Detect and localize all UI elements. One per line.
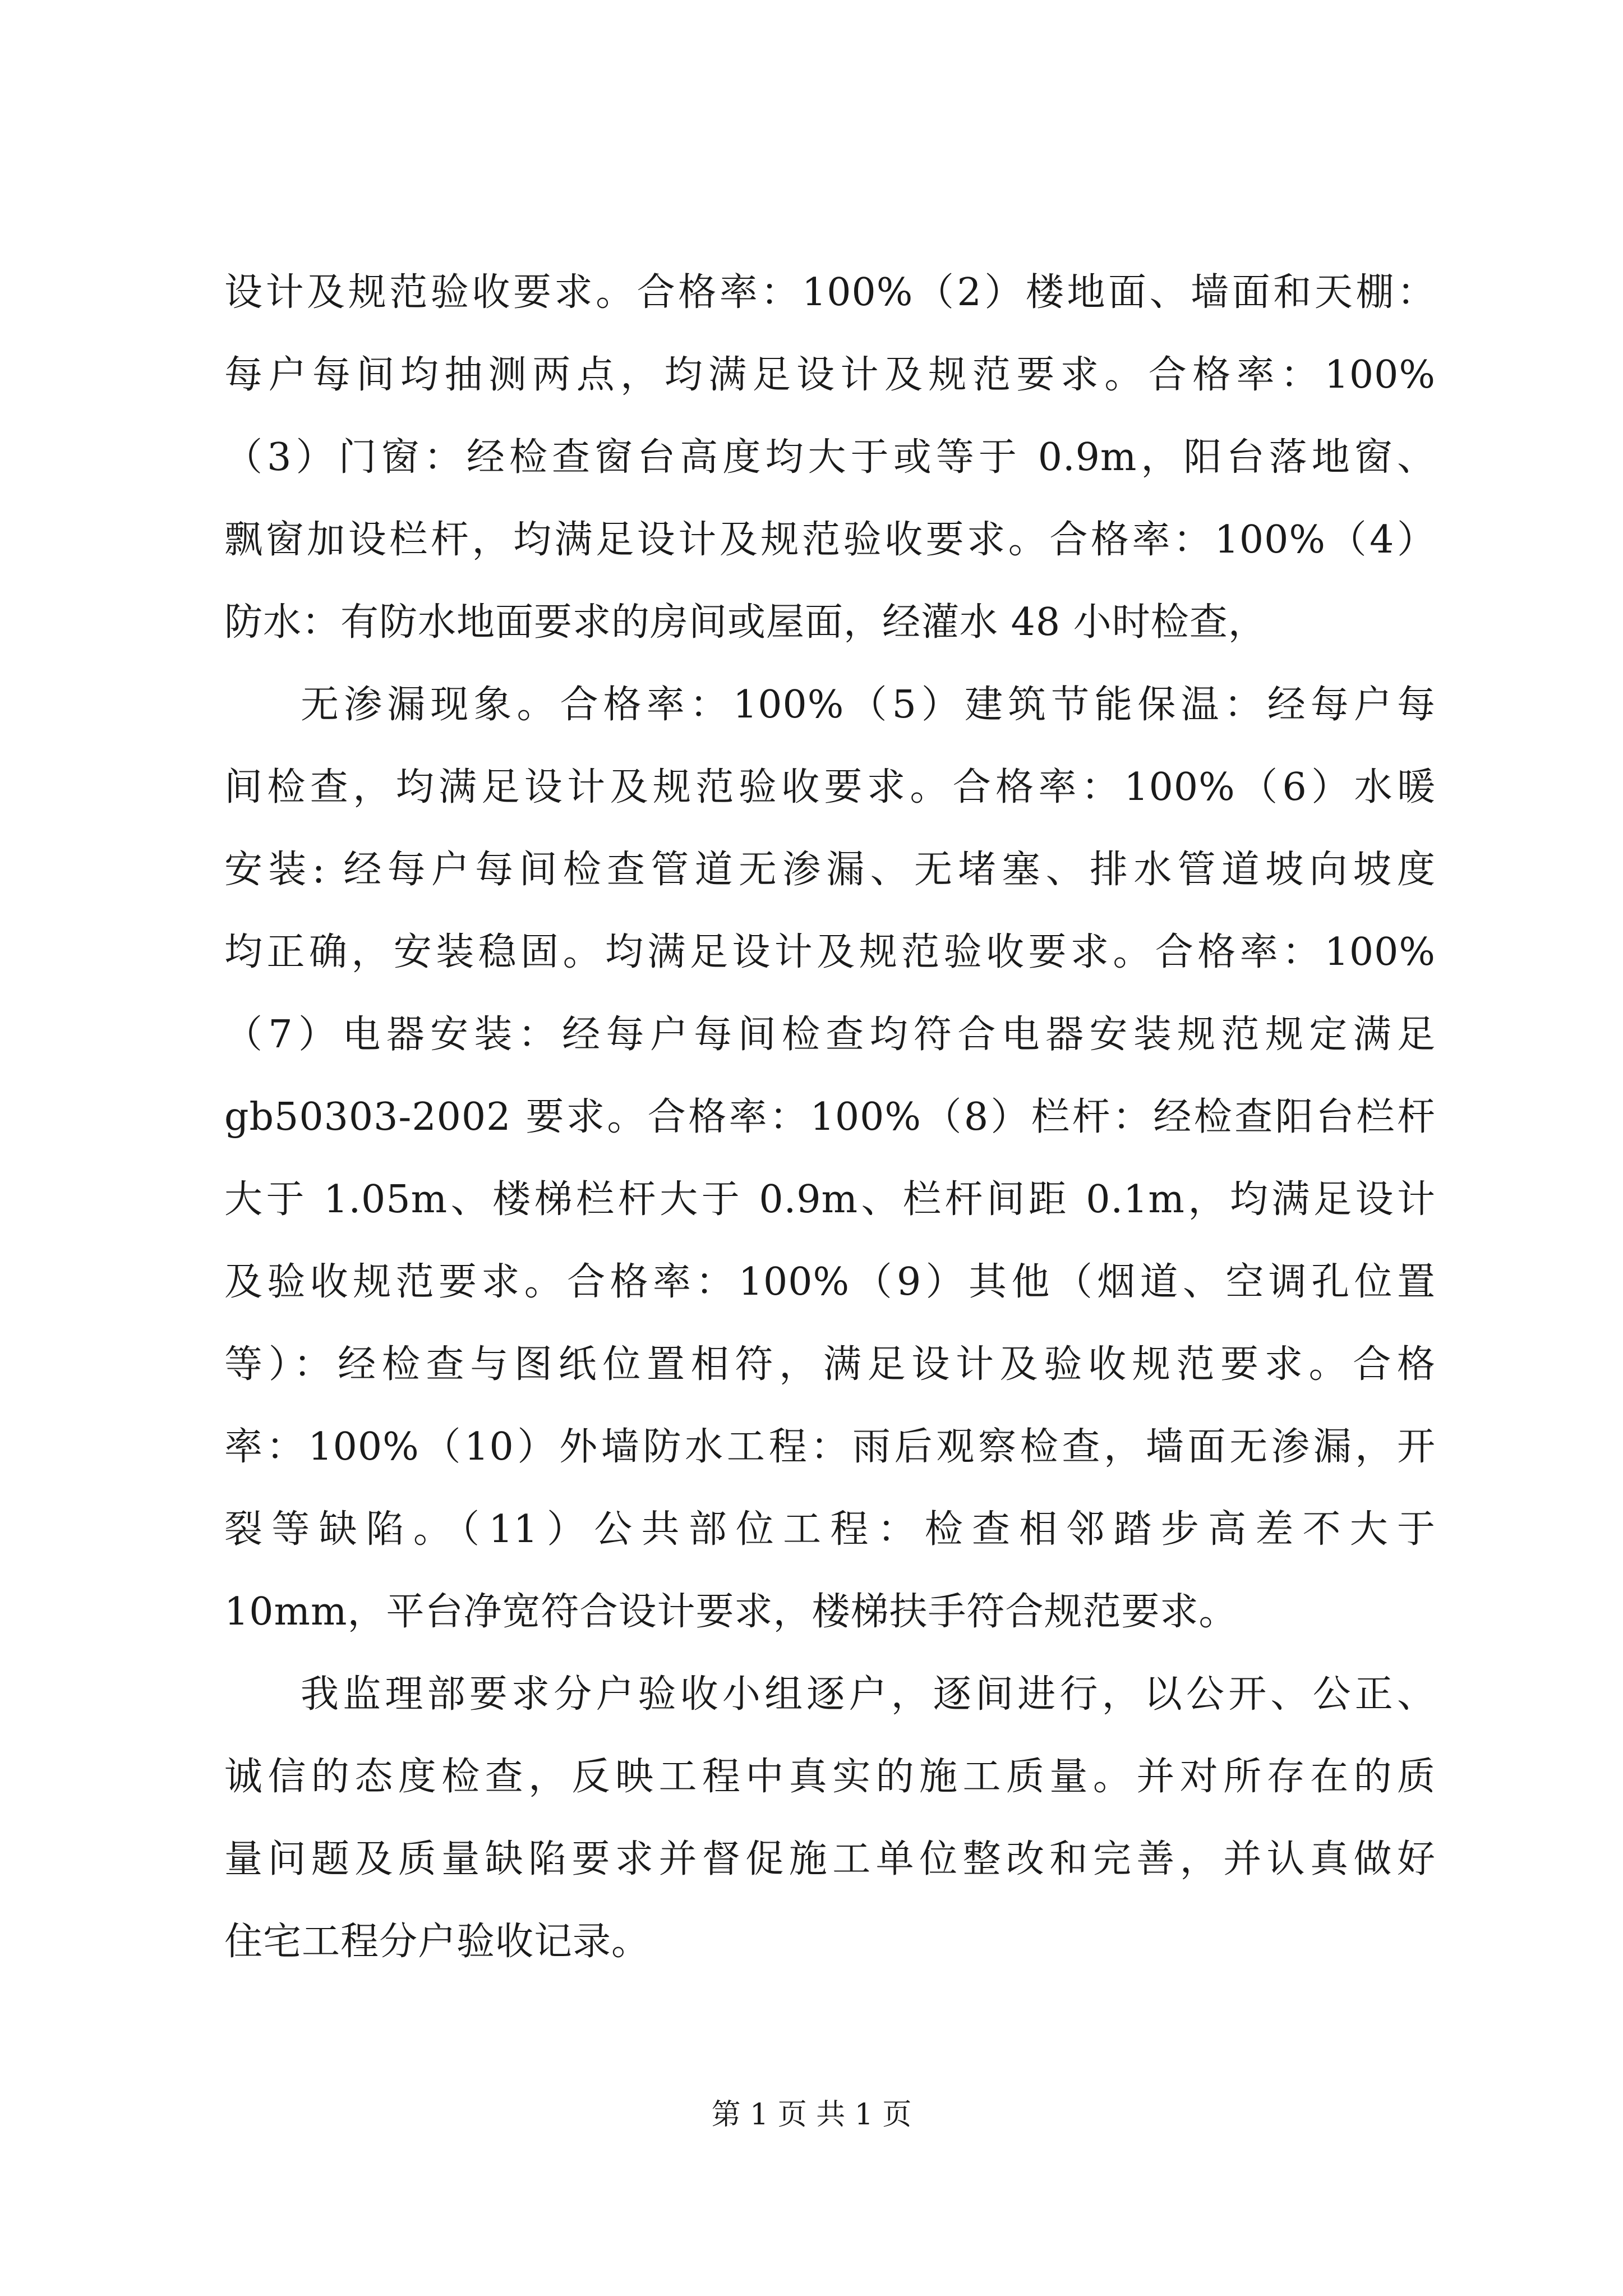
text-line: 设计及规范验收要求。合格率：100%（2）楼地面、墙面和天棚： bbox=[224, 270, 1436, 315]
text-line: 飘窗加设栏杆，均满足设计及规范验收要求。合格率：100%（4） bbox=[224, 518, 1436, 562]
text-line: 均正确，安装稳固。均满足设计及规范验收要求。合格率：100% bbox=[224, 930, 1436, 974]
text-line: （7）电器安装：经每户每间检查均符合电器安装规范规定满足 bbox=[224, 1013, 1436, 1057]
text-line: （3）门窗：经检查窗台高度均大于或等于 0.9m，阳台落地窗、 bbox=[224, 435, 1436, 480]
text-line: 无渗漏现象。合格率：100%（5）建筑节能保温：经每户每 bbox=[301, 683, 1436, 727]
paragraph-3 bbox=[224, 1653, 1436, 1983]
text-line: 防水：有防水地面要求的房间或屋面，经灌水 48 小时检查， bbox=[224, 600, 1267, 645]
text-line: 大于 1.05m、楼梯栏杆大于 0.9m、栏杆间距 0.1m，均满足设计 bbox=[224, 1177, 1436, 1222]
text-line: 量问题及质量缺陷要求并督促施工单位整改和完善，并认真做好 bbox=[224, 1837, 1436, 1881]
paragraph-1 bbox=[224, 251, 1436, 664]
text-line: 安装: 经每户每间检查管道无渗漏、无堵塞、排水管道坡向坡度 bbox=[224, 848, 1436, 892]
text-line: 率：100%（10）外墙防水工程：雨后观察检查，墙面无渗漏，开 bbox=[224, 1425, 1436, 1469]
page-footer: 第 1 页 共 1 页 bbox=[711, 2098, 912, 2132]
text-line: 等）：经检查与图纸位置相符，满足设计及验收规范要求。合格 bbox=[224, 1342, 1436, 1387]
text-line: 每户每间均抽测两点，均满足设计及规范要求。合格率：100% bbox=[224, 353, 1436, 397]
text-line: 住宅工程分户验收记录。 bbox=[224, 1920, 651, 1964]
text-line: gb50303-2002 要求。合格率：100%（8）栏杆：经检查阳台栏杆 bbox=[224, 1095, 1436, 1139]
text-line: 10mm，平台净宽符合设计要求，楼梯扶手符合规范要求。 bbox=[224, 1590, 1238, 1634]
text-line: 诚信的态度检查，反映工程中真实的施工质量。并对所存在的质 bbox=[224, 1755, 1436, 1799]
paragraph-2 bbox=[224, 664, 1436, 1653]
text-line: 我监理部要求分户验收小组逐户，逐间进行，以公开、公正、 bbox=[301, 1672, 1436, 1717]
text-line: 裂等缺陷。（11）公共部位工程：检查相邻踏步高差不大于 bbox=[224, 1507, 1436, 1552]
text-line: 及验收规范要求。合格率：100%（9）其他（烟道、空调孔位置 bbox=[224, 1260, 1436, 1304]
text-line: 间检查，均满足设计及规范验收要求。合格率：100%（6）水暖 bbox=[224, 765, 1436, 809]
